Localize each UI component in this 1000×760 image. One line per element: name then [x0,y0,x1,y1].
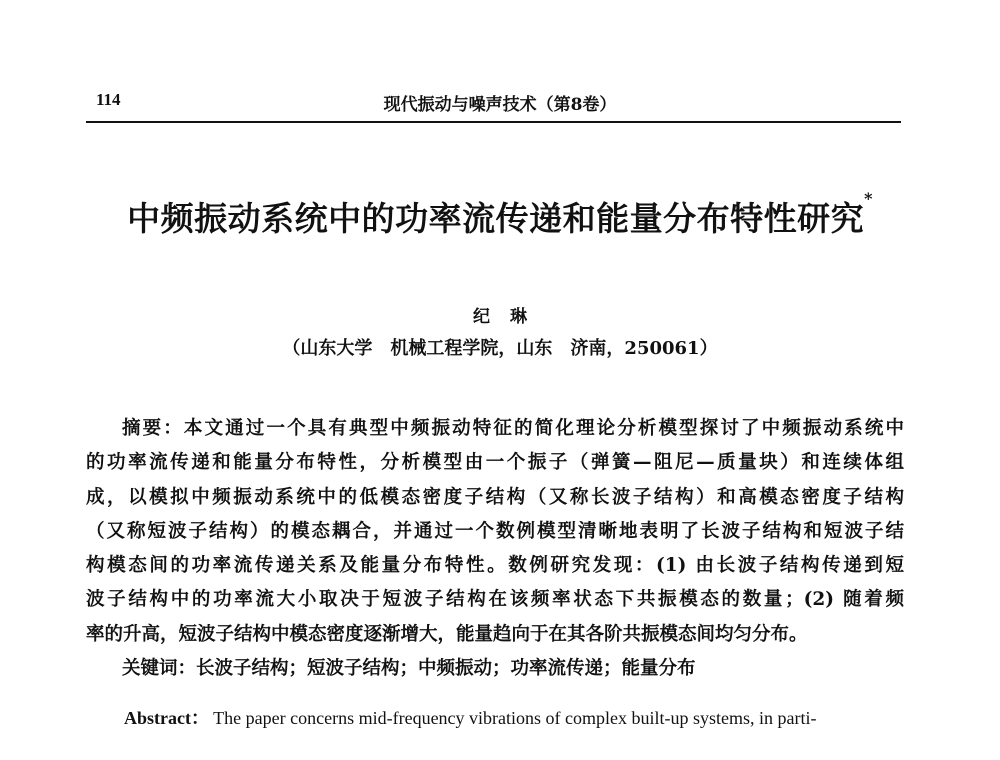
header-rule [86,121,901,123]
abstract-line: 率的升高，短波子结构中模态密度逐渐增大，能量趋向于在其各阶共振模态间均匀分布。 [86,623,808,645]
page-number: 114 [96,90,121,109]
abstract-label: 摘要： [122,418,184,439]
keywords-text: 长波子结构；短波子结构；中频振动；功率流传递；能量分布 [196,658,696,680]
abstract-en-text: The paper concerns mid-frequency vibrations of complex built-up systems, in parti- [213,708,817,728]
abstract-line: （又称短波子结构）的模态耦合，并通过一个数例模型清晰地表明了长波子结构和短波子结 [86,520,904,542]
author: 纪 琳 [473,307,527,327]
running-title: 现代振动与噪声技术（第8卷） [383,95,617,115]
abstract-cn [86,412,904,686]
keywords [86,652,904,686]
abstract-en [124,704,817,730]
abstract-text: 本文通过一个具有典型中频振动特征的简化理论分析模型探讨了中频振动系统中 [183,418,904,439]
abstract-line: 构模态间的功率流传递关系及能量分布特性。数例研究发现：(1) 由长波子结构传递到短 [86,555,904,577]
abstract-line: 的功率流传递和能量分布特性，分析模型由一个振子（弹簧—阻尼—质量块）和连续体组 [86,452,904,474]
title-footnote-mark: * [864,189,873,208]
paper-title [0,189,1000,240]
abstract-line: 成，以模拟中频振动系统中的低模态密度子结构（又称长波子结构）和高模态密度子结构 [86,486,904,508]
affiliation: （山东大学 机械工程学院，山东 济南，250061） [282,338,718,359]
keywords-label: 关键词： [122,658,197,680]
abstract-line [86,412,904,446]
abstract-en-label: Abstract： [124,708,209,728]
paper-title-text: 中频振动系统中的功率流传递和能量分布特性研究 [127,199,865,238]
abstract-line: 波子结构中的功率流大小取决于短波子结构在该频率状态下共振模态的数量；(2) 随着频 [86,589,904,611]
